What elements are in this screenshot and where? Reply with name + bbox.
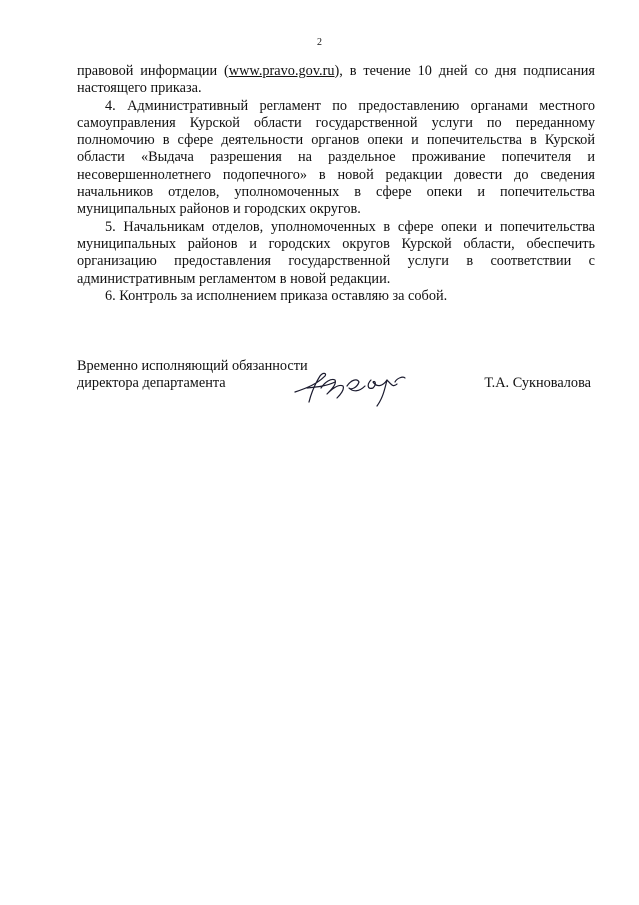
paragraph-continuation [77, 63, 595, 98]
document-body [77, 63, 595, 305]
paragraph-4: 4. Административный регламент по предоставлению органами местного самоуправления Курской области государственной услуги по переданному полномочию в сфере деятельности органов опеки и попечительства в Курской области «Выдача разрешения на раздельное проживание попечителя и несовершеннолетнего подопечного» в новой редакции довести до сведения начальников отделов, уполномоченных в сфере опеки и попечительства муниципальных районов и городских округов. [77, 97, 595, 218]
signatory-title-line-1: Временно исполняющий обязанности [77, 358, 308, 374]
signatory-title [77, 358, 308, 393]
signatory-title-line-2: директора департамента [77, 375, 226, 392]
paragraph-6: 6. Контроль за исполнением приказа оставляю за собой. [105, 287, 448, 304]
paragraph-continuation-text-start: правовой информации ( [77, 63, 229, 79]
pravo-link[interactable]: www.pravo.gov.ru [228, 63, 335, 79]
signatory-name: Т.А. Сукновалова [484, 375, 591, 391]
page-number: 2 [317, 37, 322, 48]
handwritten-signature [287, 358, 427, 410]
signature-block [77, 358, 595, 418]
paragraph-5: 5. Начальникам отделов, уполномоченных в сфере опеки и попечительства муниципальных районов и городских округов Курской области, обеспечить организацию предоставления государственной услуги в соответствии с административным регламентом в новой редакции. [77, 218, 595, 287]
paragraph-continuation-text-end: ), в течение 10 дней со дня подписания настоящего приказа. [77, 63, 595, 97]
